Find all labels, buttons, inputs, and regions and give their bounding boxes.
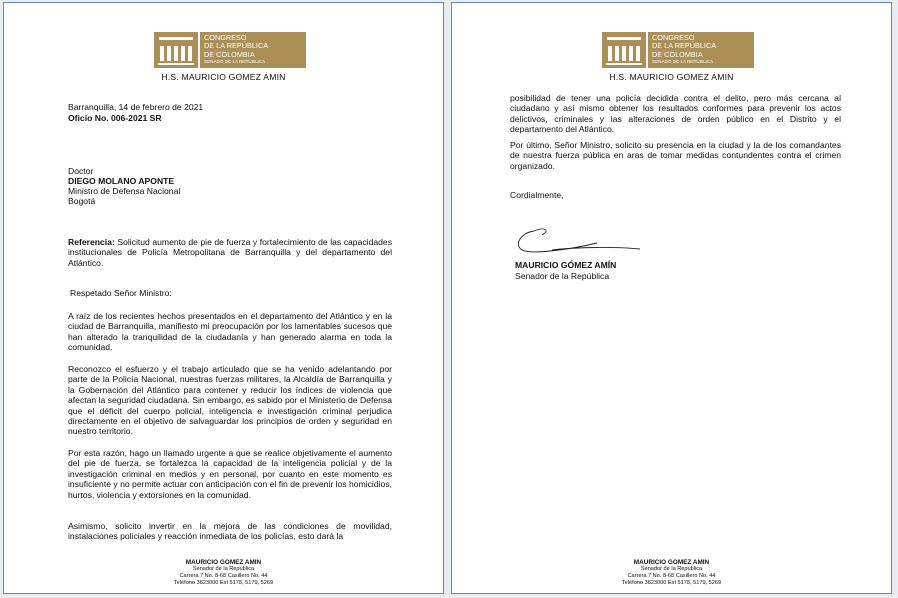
body-paragraph-6: Por último, Señor Ministro, solicito su presencia en la ciudad y la de los comandantes de nuestra fuerza pública en aras de tomar medidas contundentes contra el crimen organizado. xyxy=(510,140,841,171)
recipient-name: DIEGO MOLANO APONTE xyxy=(68,176,175,186)
letterhead-name: H.S. MAURICIO GOMEZ AMIN xyxy=(609,72,734,82)
letter-page-2 xyxy=(451,2,892,594)
footer-phone: Teléfono 3823000 Ext 5178, 5179, 5269 xyxy=(621,580,722,586)
footer-title: Senador de la República xyxy=(640,566,703,572)
footer-name: MAURICIO GOMEZ AMIN xyxy=(633,559,710,566)
logo-line-1: CONGRESO xyxy=(204,33,247,42)
logo-line-3: DE COLOMBIA xyxy=(652,49,703,59)
footer-address: Carrera 7 No. 8-68 Casillero No. 44 xyxy=(627,573,716,579)
salutation: Respetado Señor Ministro: xyxy=(70,288,172,298)
closing: Cordialmente, xyxy=(510,190,564,200)
congress-logo xyxy=(602,32,754,68)
reference-label: Referencia: xyxy=(68,237,115,247)
logo-line-2: DE LA REPÚBLICA xyxy=(652,41,717,51)
page-footer xyxy=(452,559,891,587)
footer-address: Carrera 7 No. 8-68 Casillero No. 44 xyxy=(179,573,268,579)
page-footer xyxy=(4,559,443,587)
logo-line-1: CONGRESO xyxy=(652,33,695,42)
footer-title: Senador de la República xyxy=(192,566,255,572)
body-paragraph-5: posibilidad de tener una policía decidida contra el delito, pero más cercana al ciudadano y así mismo obtener los resultados conformes para prevenir los actos delictivos, criminales y las alteraciones de orden público en el Distrito y el departamento del Atlántico. xyxy=(510,93,841,135)
signer-title: Senador de la República xyxy=(515,271,610,281)
body-paragraph-2: Reconozco el esfuerzo y el trabajo articulado que se ha venido adelantando por parte de la Policía Nacional, nuestras fuerzas militares, la Alcaldía de Barranquilla y la Gobernación del Atlántico para contener y reducir los índices de violencia que afectan la seguridad ciudadana. Sin embargo, es sabido por el Ministerio de Defensa que el déficit del cuerpo policial, inteligencia e investigación criminal perjudica directamente en el objetivo de salvaguardar los principios de orden y seguridad en nuestro territorio. xyxy=(68,364,392,437)
body-paragraph-3: Por esta razón, hago un llamado urgente a que se realice objetivamente el aumento del pie de fuerza, se fortalezca la capacidad de la inteligencia policial y de la investigación criminal en medios y en personal, por cuanto en este momento es insuficiente y no permite actuar con anticipación con el fin de prevenir los homicidios, hurtos, violencia y extorsiones en la comunidad. xyxy=(68,448,392,500)
handwritten-signature xyxy=(512,217,642,257)
body-paragraph-4: Asimismo, solicito invertir en la mejora de las condiciones de movilidad, instalaciones policiales y reacción inmediata de los policías, esto dará la xyxy=(68,521,392,542)
congress-logo xyxy=(154,32,306,68)
body-paragraph-1: A raíz de los recientes hechos presentados en el departamento del Atlántico y en la ciudad de Barranquilla, manifiesto mi preocupación por los lamentables sucesos que han alterado la tranquilidad de la ciudadanía y han generado alarma en toda la comunidad. xyxy=(68,311,392,353)
reference xyxy=(68,237,392,268)
capitol-icon xyxy=(154,32,198,68)
logo-line-3: DE COLOMBIA xyxy=(204,49,255,59)
footer-phone: Teléfono 3823000 Ext 5178, 5179, 5269 xyxy=(173,580,274,586)
letter-page-1 xyxy=(3,2,444,594)
recipient-title: Doctor xyxy=(68,166,94,176)
place-date: Barranquilla, 14 de febrero de 2021 xyxy=(68,102,204,112)
footer-name: MAURICIO GOMEZ AMIN xyxy=(185,559,262,566)
capitol-icon xyxy=(602,32,646,68)
signer-name: MAURICIO GÓMEZ AMÍN xyxy=(515,260,617,270)
logo-line-4: SENADO DE LA REPÚBLICA xyxy=(204,59,266,65)
logo-line-4: SENADO DE LA REPÚBLICA xyxy=(652,59,714,65)
letterhead-name: H.S. MAURICIO GOMEZ AMIN xyxy=(161,72,286,82)
logo-line-2: DE LA REPÚBLICA xyxy=(204,41,269,51)
oficio-number: Oficio No. 006-2021 SR xyxy=(68,113,162,123)
recipient-city: Bogotá xyxy=(68,196,96,206)
reference-text: Solicitud aumento de pie de fuerza y fortalecimiento de las capacidades institucionales de Policía Metropolitana de Barranquilla y del departamento del Atlántico. xyxy=(68,237,392,268)
recipient-position: Ministro de Defensa Nacional xyxy=(68,186,181,196)
